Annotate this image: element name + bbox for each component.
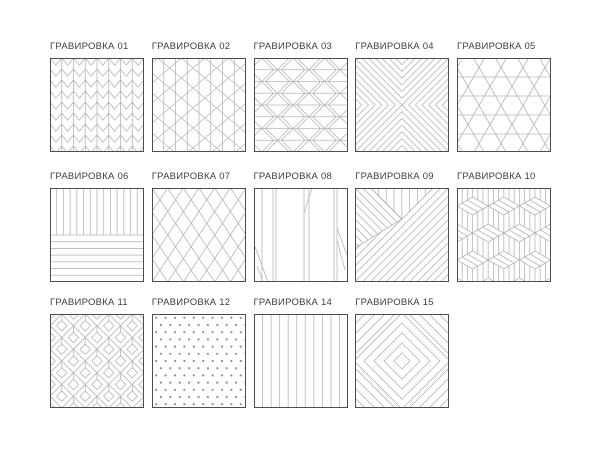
swatch-label: ГРАВИРОВКА 14 — [253, 297, 333, 308]
engraving-swatch-card — [152, 297, 246, 408]
dot-grid-swatch — [152, 314, 246, 408]
swatch-label: ГРАВИРОВКА 07 — [151, 171, 231, 182]
engraving-swatch-card — [50, 41, 144, 152]
honeycomb-pattern-image — [457, 58, 551, 152]
abstract-line-accents-pattern-image — [254, 188, 348, 282]
swatch-label: ГРАВИРОВКА 08 — [253, 171, 333, 182]
swatch-border — [254, 189, 347, 282]
swatch-label: ГРАВИРОВКА 10 — [457, 171, 536, 182]
swatch-border — [254, 315, 347, 408]
engraving-swatch-card — [355, 41, 449, 152]
concentric-diamonds-swatch — [355, 314, 449, 408]
swatch-label: ГРАВИРОВКА 12 — [151, 297, 231, 308]
swatch-label: ГРАВИРОВКА 09 — [355, 171, 434, 182]
engraving-swatch-card — [355, 297, 449, 408]
engraving-swatch-card — [457, 171, 551, 282]
vertical-lines-swatch — [254, 314, 348, 408]
swatch-label: ГРАВИРОВКА 02 — [151, 41, 231, 52]
diagonal-feather-segments-pattern-image — [355, 188, 449, 282]
diamond-crosshatch-pattern-image — [152, 188, 246, 282]
swatch-label: ГРАВИРОВКА 03 — [253, 41, 333, 52]
dot-grid-pattern-image — [152, 314, 246, 408]
elongated-honeycomb-swatch — [152, 58, 246, 152]
herringbone-chevron-columns-swatch — [50, 58, 144, 152]
diamond-cube-rows-pattern-image — [254, 58, 348, 152]
swatch-label: ГРАВИРОВКА 05 — [457, 41, 536, 52]
art-deco-nested-diamonds-swatch — [50, 314, 144, 408]
half-vertical-horizontal-lines-swatch — [50, 188, 144, 282]
honeycomb-swatch — [457, 58, 551, 152]
art-deco-nested-diamonds-pattern-image — [50, 314, 144, 408]
concentric-x-chevrons-pattern-image — [355, 58, 449, 152]
pattern-lines — [50, 58, 144, 152]
diamond-cube-rows-swatch — [254, 58, 348, 152]
swatch-border — [356, 315, 449, 408]
herringbone-chevron-columns-pattern-image — [50, 58, 144, 152]
engraving-swatch-card — [50, 171, 144, 282]
engraving-swatch-card — [152, 41, 246, 152]
concentric-diamonds-pattern-image — [355, 314, 449, 408]
swatch-label: ГРАВИРОВКА 11 — [50, 297, 128, 308]
abstract-line-accents-swatch — [254, 188, 348, 282]
swatch-label: ГРАВИРОВКА 15 — [355, 297, 434, 308]
elongated-honeycomb-pattern-image — [152, 58, 246, 152]
diagonal-feather-segments-swatch — [355, 188, 449, 282]
engraving-swatch-card — [355, 171, 449, 282]
striped-isometric-cubes-pattern-image — [457, 188, 551, 282]
engraving-swatch-card — [254, 41, 348, 152]
half-vertical-horizontal-lines-pattern-image — [50, 188, 144, 282]
concentric-x-chevrons-swatch — [355, 58, 449, 152]
swatch-label: ГРАВИРОВКА 06 — [50, 171, 129, 182]
striped-isometric-cubes-swatch — [457, 188, 551, 282]
engraving-swatch-card — [457, 41, 551, 152]
vertical-lines-pattern-image — [254, 314, 348, 408]
engraving-swatch-card — [254, 171, 348, 282]
swatch-label: ГРАВИРОВКА 04 — [355, 41, 434, 52]
engraving-swatch-card — [152, 171, 246, 282]
swatch-label: ГРАВИРОВКА 01 — [50, 41, 129, 52]
diamond-crosshatch-swatch — [152, 188, 246, 282]
engraving-swatch-card — [50, 297, 144, 408]
engraving-swatch-card — [254, 297, 348, 408]
